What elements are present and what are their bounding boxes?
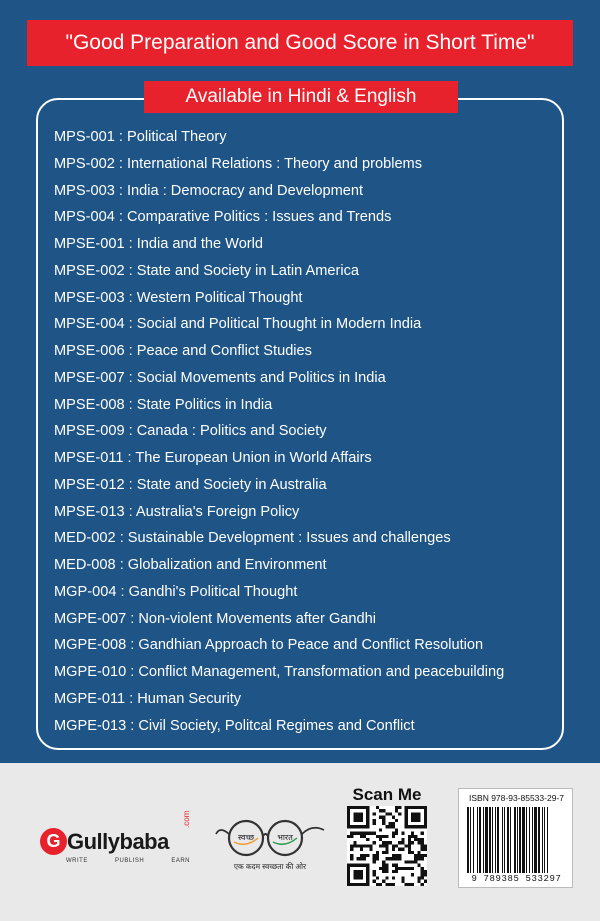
course-item: MPSE-009 : Canada : Politics and Society <box>54 423 327 440</box>
gullybaba-tagline <box>66 858 190 864</box>
tag-publish: PUBLISH <box>114 858 145 864</box>
course-item: MGPE-013 : Civil Society, Politcal Regimes and Conflict <box>54 717 415 734</box>
gullybaba-domain: .com <box>182 810 191 828</box>
course-item: MED-008 : Globalization and Environment <box>54 557 327 573</box>
course-item: MPS-001 : Political Theory <box>54 129 227 145</box>
course-item: MED-002 : Sustainable Development : Issues and challenges <box>54 530 451 547</box>
course-item: MPSE-007 : Social Movements and Politics in India <box>54 369 386 386</box>
tag-earn: EARN <box>171 858 190 864</box>
gullybaba-g-icon: G <box>40 828 67 855</box>
course-item: MGPE-007 : Non-violent Movements after Gandhi <box>54 610 377 627</box>
course-item: MPSE-002 : State and Society in Latin America <box>54 262 360 279</box>
tag-write: WRITE <box>66 858 88 864</box>
course-list <box>54 124 554 739</box>
swachh-caption: एक कदम स्वच्छता की ओर <box>233 862 307 871</box>
gullybaba-wordmark: Gullybaba <box>67 829 169 854</box>
barcode <box>467 807 566 873</box>
gandhi-glasses-icon <box>212 812 328 862</box>
course-item: MPSE-003 : Western Political Thought <box>54 289 303 306</box>
language-banner: Available in Hindi & English <box>144 81 458 113</box>
scan-me-label: Scan Me <box>352 785 422 804</box>
lens-right-text: भारत <box>277 833 293 842</box>
course-item: MPSE-006 : Peace and Conflict Studies <box>54 343 312 359</box>
isbn-label: ISBN 978-93-85533-29-7 <box>469 793 564 803</box>
isbn-digits: 9 789385 533297 <box>471 874 562 884</box>
course-item: MPSE-011 : The European Union in World Affairs <box>54 450 372 466</box>
course-item: MPS-003 : India : Democracy and Development <box>54 182 364 199</box>
tagline-banner: "Good Preparation and Good Score in Short Time" <box>27 20 573 66</box>
course-item: MPSE-001 : India and the World <box>54 236 264 252</box>
course-item: MPS-002 : International Relations : Theory and problems <box>54 155 423 172</box>
swachh-bharat-logo <box>212 812 328 876</box>
course-item: MPSE-004 : Social and Political Thought in Modern India <box>54 316 422 333</box>
qr-code[interactable] <box>347 806 427 886</box>
lens-left-text: स्वच्छ <box>237 833 255 842</box>
course-item: MGPE-011 : Human Security <box>54 690 242 707</box>
isbn-barcode-box <box>458 788 573 888</box>
course-item: MGP-004 : Gandhi's Political Thought <box>54 583 298 600</box>
course-item: MGPE-010 : Conflict Management, Transformation and peacebuilding <box>54 664 505 680</box>
course-item: MGPE-008 : Gandhian Approach to Peace and Conflict Resolution <box>54 637 484 654</box>
course-item: MPSE-013 : Australia's Foreign Policy <box>54 503 300 520</box>
course-item: MPSE-008 : State Politics in India <box>54 396 273 413</box>
course-item: MPS-004 : Comparative Politics : Issues and Trends <box>54 209 392 226</box>
gullybaba-logo <box>40 810 191 868</box>
course-item: MPSE-012 : State and Society in Australia <box>54 476 327 493</box>
